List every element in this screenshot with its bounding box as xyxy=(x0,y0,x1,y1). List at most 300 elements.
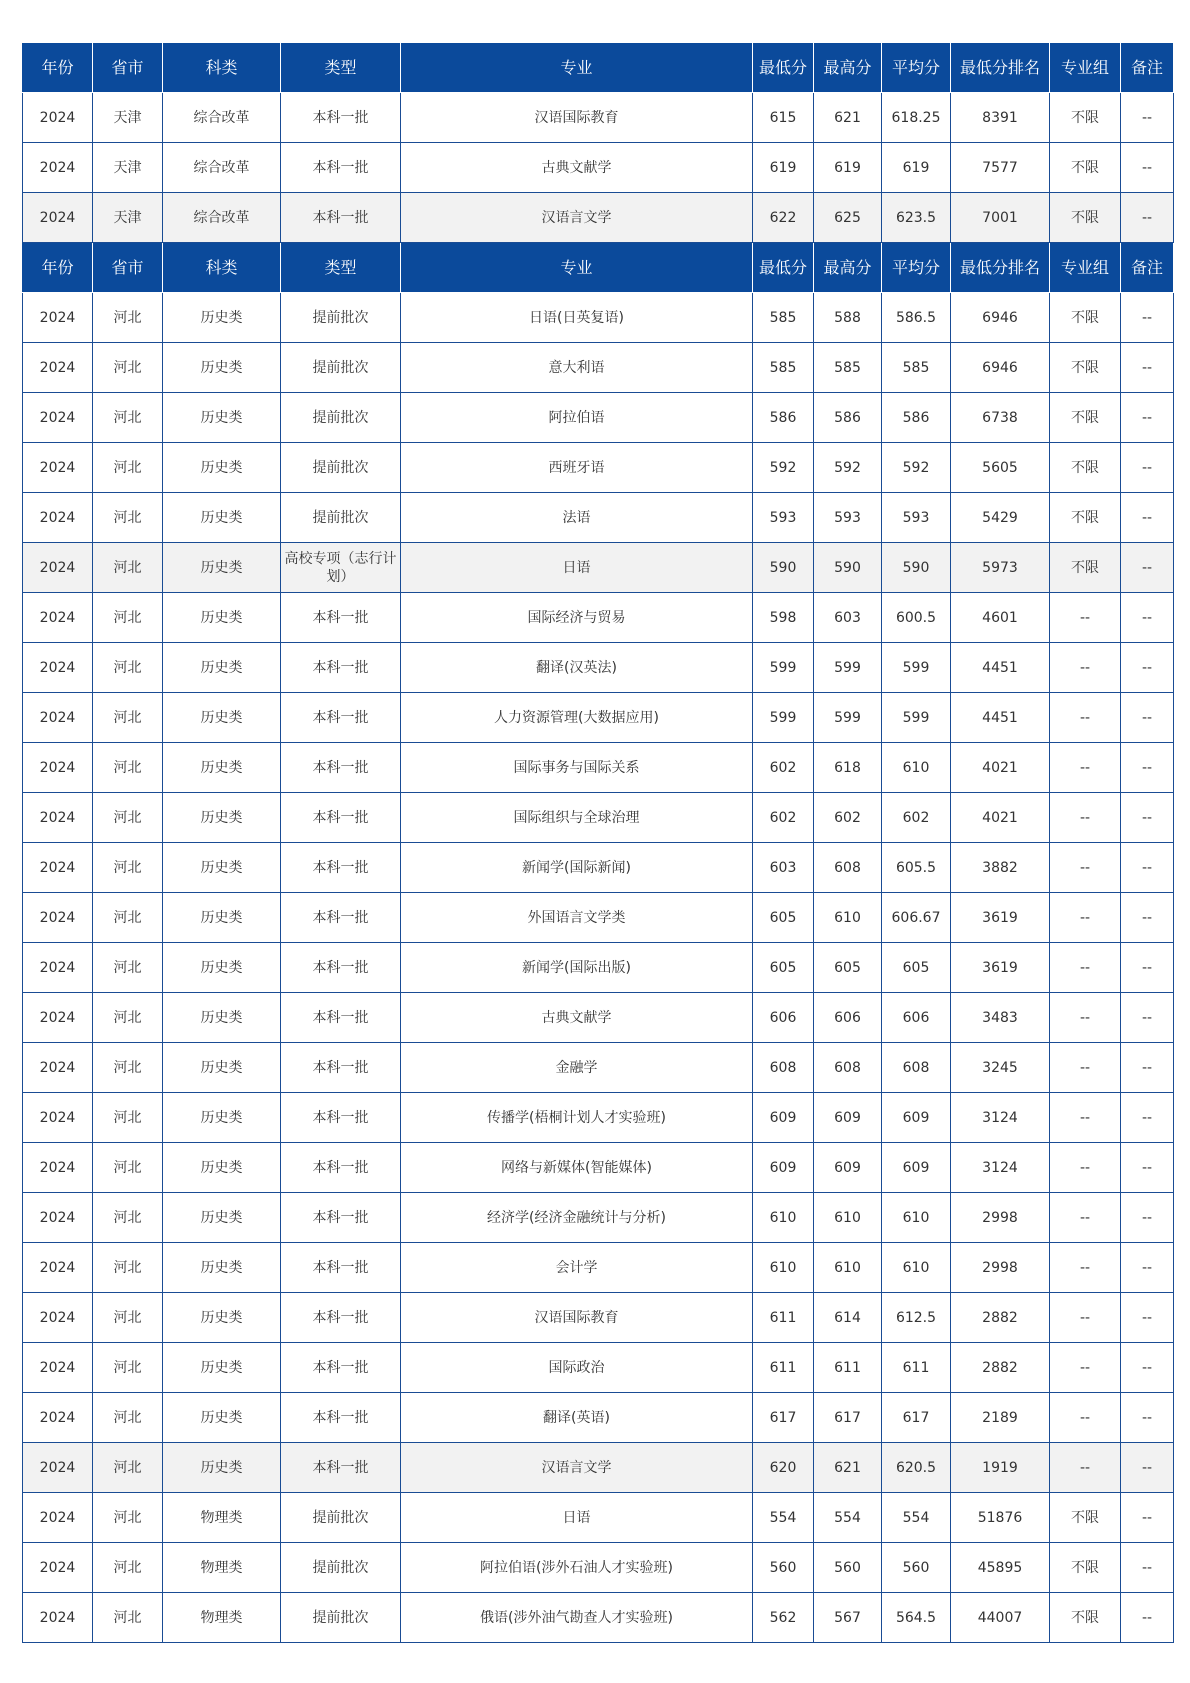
cell-subject-category: 历史类 xyxy=(163,1293,281,1343)
cell-province: 河北 xyxy=(93,943,163,993)
cell-major: 汉语言文学 xyxy=(401,193,753,243)
cell-province: 河北 xyxy=(93,1493,163,1543)
cell-subject-category: 历史类 xyxy=(163,1243,281,1293)
cell-min-score-rank: 3245 xyxy=(951,1043,1050,1093)
cell-remarks: -- xyxy=(1121,993,1174,1043)
cell-remarks: -- xyxy=(1121,1343,1174,1393)
cell-subject-category: 历史类 xyxy=(163,993,281,1043)
column-header-max-score: 最高分 xyxy=(814,43,882,93)
cell-major-group: -- xyxy=(1050,1343,1121,1393)
cell-min-score: 622 xyxy=(753,193,814,243)
cell-batch-type: 提前批次 xyxy=(281,1543,401,1593)
cell-subject-category: 综合改革 xyxy=(163,93,281,143)
cell-max-score: 610 xyxy=(814,893,882,943)
cell-batch-type: 本科一批 xyxy=(281,593,401,643)
cell-min-score: 615 xyxy=(753,93,814,143)
cell-major: 新闻学(国际出版) xyxy=(401,943,753,993)
cell-min-score-rank: 51876 xyxy=(951,1493,1050,1543)
cell-min-score: 590 xyxy=(753,543,814,593)
cell-major: 新闻学(国际新闻) xyxy=(401,843,753,893)
cell-subject-category: 历史类 xyxy=(163,543,281,593)
cell-avg-score: 560 xyxy=(882,1543,951,1593)
column-header-major: 专业 xyxy=(401,243,753,293)
cell-province: 河北 xyxy=(93,493,163,543)
cell-min-score: 603 xyxy=(753,843,814,893)
cell-major: 人力资源管理(大数据应用) xyxy=(401,693,753,743)
cell-major: 俄语(涉外油气勘查人才实验班) xyxy=(401,1593,753,1643)
cell-avg-score: 610 xyxy=(882,743,951,793)
cell-max-score: 590 xyxy=(814,543,882,593)
table-row xyxy=(23,393,1174,443)
cell-subject-category: 历史类 xyxy=(163,1093,281,1143)
cell-batch-type: 本科一批 xyxy=(281,643,401,693)
cell-major-group: 不限 xyxy=(1050,293,1121,343)
cell-batch-type: 提前批次 xyxy=(281,1493,401,1543)
column-header-province: 省市 xyxy=(93,243,163,293)
cell-min-score-rank: 3882 xyxy=(951,843,1050,893)
table-row xyxy=(23,1093,1174,1143)
cell-avg-score: 606.67 xyxy=(882,893,951,943)
cell-max-score: 554 xyxy=(814,1493,882,1543)
cell-batch-type: 本科一批 xyxy=(281,1043,401,1093)
cell-province: 河北 xyxy=(93,843,163,893)
cell-batch-type: 本科一批 xyxy=(281,1393,401,1443)
cell-batch-type: 提前批次 xyxy=(281,343,401,393)
cell-major-group: -- xyxy=(1050,793,1121,843)
cell-max-score: 611 xyxy=(814,1343,882,1393)
cell-major-group: -- xyxy=(1050,1393,1121,1443)
table-row xyxy=(23,443,1174,493)
cell-year: 2024 xyxy=(23,393,93,443)
cell-subject-category: 历史类 xyxy=(163,893,281,943)
cell-subject-category: 历史类 xyxy=(163,493,281,543)
cell-year: 2024 xyxy=(23,793,93,843)
cell-major-group: 不限 xyxy=(1050,343,1121,393)
table-row xyxy=(23,843,1174,893)
table-row xyxy=(23,343,1174,393)
column-header-avg-score: 平均分 xyxy=(882,43,951,93)
table-row xyxy=(23,993,1174,1043)
cell-province: 河北 xyxy=(93,443,163,493)
table-row xyxy=(23,1443,1174,1493)
cell-min-score: 611 xyxy=(753,1293,814,1343)
cell-avg-score: 586.5 xyxy=(882,293,951,343)
cell-remarks: -- xyxy=(1121,1443,1174,1493)
cell-min-score: 608 xyxy=(753,1043,814,1093)
cell-remarks: -- xyxy=(1121,143,1174,193)
cell-year: 2024 xyxy=(23,643,93,693)
table-row xyxy=(23,1243,1174,1293)
cell-province: 河北 xyxy=(93,1143,163,1193)
cell-major-group: -- xyxy=(1050,1043,1121,1093)
cell-max-score: 602 xyxy=(814,793,882,843)
cell-major: 日语(日英复语) xyxy=(401,293,753,343)
cell-subject-category: 历史类 xyxy=(163,443,281,493)
cell-avg-score: 609 xyxy=(882,1093,951,1143)
cell-max-score: 608 xyxy=(814,1043,882,1093)
cell-avg-score: 618.25 xyxy=(882,93,951,143)
cell-max-score: 567 xyxy=(814,1593,882,1643)
cell-min-score-rank: 3124 xyxy=(951,1143,1050,1193)
cell-major-group: 不限 xyxy=(1050,443,1121,493)
cell-avg-score: 585 xyxy=(882,343,951,393)
column-header-min-score-rank: 最低分排名 xyxy=(951,243,1050,293)
column-header-max-score: 最高分 xyxy=(814,243,882,293)
cell-min-score-rank: 1919 xyxy=(951,1443,1050,1493)
cell-province: 天津 xyxy=(93,193,163,243)
cell-subject-category: 历史类 xyxy=(163,1393,281,1443)
cell-year: 2024 xyxy=(23,1543,93,1593)
cell-major-group: 不限 xyxy=(1050,1593,1121,1643)
cell-province: 天津 xyxy=(93,143,163,193)
cell-year: 2024 xyxy=(23,993,93,1043)
cell-min-score-rank: 3619 xyxy=(951,893,1050,943)
table-row xyxy=(23,693,1174,743)
cell-avg-score: 554 xyxy=(882,1493,951,1543)
cell-year: 2024 xyxy=(23,593,93,643)
cell-batch-type: 本科一批 xyxy=(281,893,401,943)
cell-year: 2024 xyxy=(23,1293,93,1343)
cell-remarks: -- xyxy=(1121,93,1174,143)
cell-remarks: -- xyxy=(1121,293,1174,343)
cell-batch-type: 本科一批 xyxy=(281,143,401,193)
column-header-remarks: 备注 xyxy=(1121,243,1174,293)
cell-batch-type: 本科一批 xyxy=(281,993,401,1043)
cell-remarks: -- xyxy=(1121,393,1174,443)
cell-subject-category: 综合改革 xyxy=(163,193,281,243)
cell-major: 翻译(英语) xyxy=(401,1393,753,1443)
cell-year: 2024 xyxy=(23,1043,93,1093)
cell-remarks: -- xyxy=(1121,693,1174,743)
cell-subject-category: 综合改革 xyxy=(163,143,281,193)
cell-major: 翻译(汉英法) xyxy=(401,643,753,693)
cell-province: 河北 xyxy=(93,593,163,643)
cell-major: 阿拉伯语(涉外石油人才实验班) xyxy=(401,1543,753,1593)
cell-avg-score: 593 xyxy=(882,493,951,543)
cell-min-score-rank: 4601 xyxy=(951,593,1050,643)
cell-remarks: -- xyxy=(1121,1293,1174,1343)
cell-avg-score: 612.5 xyxy=(882,1293,951,1343)
cell-subject-category: 历史类 xyxy=(163,1193,281,1243)
cell-min-score: 606 xyxy=(753,993,814,1043)
cell-major-group: -- xyxy=(1050,743,1121,793)
cell-max-score: 618 xyxy=(814,743,882,793)
cell-remarks: -- xyxy=(1121,193,1174,243)
cell-min-score: 619 xyxy=(753,143,814,193)
cell-min-score: 560 xyxy=(753,1543,814,1593)
cell-min-score: 609 xyxy=(753,1143,814,1193)
cell-year: 2024 xyxy=(23,93,93,143)
cell-subject-category: 物理类 xyxy=(163,1593,281,1643)
cell-major-group: -- xyxy=(1050,943,1121,993)
table-row xyxy=(23,1393,1174,1443)
cell-batch-type: 提前批次 xyxy=(281,493,401,543)
cell-year: 2024 xyxy=(23,843,93,893)
cell-max-score: 586 xyxy=(814,393,882,443)
column-header-min-score: 最低分 xyxy=(753,243,814,293)
cell-major-group: 不限 xyxy=(1050,143,1121,193)
header-row xyxy=(23,243,1174,293)
cell-remarks: -- xyxy=(1121,1493,1174,1543)
cell-min-score-rank: 5973 xyxy=(951,543,1050,593)
cell-major: 西班牙语 xyxy=(401,443,753,493)
cell-min-score: 599 xyxy=(753,693,814,743)
table-row xyxy=(23,1493,1174,1543)
cell-avg-score: 586 xyxy=(882,393,951,443)
cell-province: 河北 xyxy=(93,1543,163,1593)
cell-subject-category: 历史类 xyxy=(163,393,281,443)
cell-min-score-rank: 4021 xyxy=(951,793,1050,843)
cell-subject-category: 物理类 xyxy=(163,1543,281,1593)
cell-avg-score: 623.5 xyxy=(882,193,951,243)
cell-max-score: 617 xyxy=(814,1393,882,1443)
table-row xyxy=(23,1143,1174,1193)
cell-remarks: -- xyxy=(1121,943,1174,993)
column-header-major-group: 专业组 xyxy=(1050,243,1121,293)
cell-max-score: 608 xyxy=(814,843,882,893)
cell-batch-type: 本科一批 xyxy=(281,1293,401,1343)
cell-province: 河北 xyxy=(93,1193,163,1243)
cell-major: 国际事务与国际关系 xyxy=(401,743,753,793)
cell-max-score: 609 xyxy=(814,1093,882,1143)
table-row xyxy=(23,1043,1174,1093)
cell-province: 河北 xyxy=(93,1093,163,1143)
cell-year: 2024 xyxy=(23,143,93,193)
cell-batch-type: 本科一批 xyxy=(281,1343,401,1393)
table-row xyxy=(23,493,1174,543)
table-row xyxy=(23,1343,1174,1393)
column-header-subject-category: 科类 xyxy=(163,243,281,293)
cell-remarks: -- xyxy=(1121,1143,1174,1193)
cell-remarks: -- xyxy=(1121,893,1174,943)
column-header-province: 省市 xyxy=(93,43,163,93)
cell-batch-type: 提前批次 xyxy=(281,293,401,343)
cell-min-score-rank: 5605 xyxy=(951,443,1050,493)
cell-province: 河北 xyxy=(93,293,163,343)
cell-avg-score: 620.5 xyxy=(882,1443,951,1493)
cell-year: 2024 xyxy=(23,893,93,943)
cell-major: 外国语言文学类 xyxy=(401,893,753,943)
cell-batch-type: 本科一批 xyxy=(281,693,401,743)
cell-min-score: 617 xyxy=(753,1393,814,1443)
cell-major: 金融学 xyxy=(401,1043,753,1093)
table-row xyxy=(23,1193,1174,1243)
cell-batch-type: 本科一批 xyxy=(281,943,401,993)
cell-avg-score: 592 xyxy=(882,443,951,493)
cell-remarks: -- xyxy=(1121,743,1174,793)
cell-major: 法语 xyxy=(401,493,753,543)
cell-subject-category: 历史类 xyxy=(163,1043,281,1093)
cell-province: 河北 xyxy=(93,1293,163,1343)
column-header-batch-type: 类型 xyxy=(281,243,401,293)
cell-batch-type: 本科一批 xyxy=(281,93,401,143)
cell-major-group: -- xyxy=(1050,1093,1121,1143)
cell-min-score-rank: 2882 xyxy=(951,1293,1050,1343)
cell-batch-type: 提前批次 xyxy=(281,393,401,443)
cell-province: 河北 xyxy=(93,793,163,843)
cell-remarks: -- xyxy=(1121,1543,1174,1593)
cell-min-score-rank: 6946 xyxy=(951,343,1050,393)
cell-avg-score: 605 xyxy=(882,943,951,993)
cell-avg-score: 590 xyxy=(882,543,951,593)
cell-major-group: 不限 xyxy=(1050,393,1121,443)
cell-major: 古典文献学 xyxy=(401,993,753,1043)
cell-avg-score: 600.5 xyxy=(882,593,951,643)
cell-year: 2024 xyxy=(23,743,93,793)
cell-batch-type: 本科一批 xyxy=(281,1443,401,1493)
cell-major: 日语 xyxy=(401,543,753,593)
table-row xyxy=(23,543,1174,593)
cell-min-score-rank: 4021 xyxy=(951,743,1050,793)
cell-major-group: -- xyxy=(1050,893,1121,943)
cell-major-group: 不限 xyxy=(1050,93,1121,143)
cell-remarks: -- xyxy=(1121,1193,1174,1243)
table-row xyxy=(23,143,1174,193)
cell-year: 2024 xyxy=(23,543,93,593)
cell-remarks: -- xyxy=(1121,1243,1174,1293)
cell-major-group: -- xyxy=(1050,843,1121,893)
cell-batch-type: 提前批次 xyxy=(281,443,401,493)
cell-subject-category: 历史类 xyxy=(163,643,281,693)
cell-max-score: 609 xyxy=(814,1143,882,1193)
cell-major-group: -- xyxy=(1050,1193,1121,1243)
cell-avg-score: 617 xyxy=(882,1393,951,1443)
cell-subject-category: 物理类 xyxy=(163,1493,281,1543)
cell-batch-type: 本科一批 xyxy=(281,1093,401,1143)
cell-province: 河北 xyxy=(93,1593,163,1643)
cell-min-score-rank: 2189 xyxy=(951,1393,1050,1443)
cell-min-score-rank: 3619 xyxy=(951,943,1050,993)
cell-min-score-rank: 2998 xyxy=(951,1243,1050,1293)
cell-major: 古典文献学 xyxy=(401,143,753,193)
cell-avg-score: 599 xyxy=(882,643,951,693)
cell-major-group: 不限 xyxy=(1050,493,1121,543)
cell-min-score: 605 xyxy=(753,943,814,993)
cell-year: 2024 xyxy=(23,1243,93,1293)
cell-min-score-rank: 3483 xyxy=(951,993,1050,1043)
cell-major-group: -- xyxy=(1050,593,1121,643)
cell-year: 2024 xyxy=(23,943,93,993)
column-header-batch-type: 类型 xyxy=(281,43,401,93)
cell-max-score: 592 xyxy=(814,443,882,493)
cell-avg-score: 606 xyxy=(882,993,951,1043)
table-row xyxy=(23,743,1174,793)
cell-min-score: 592 xyxy=(753,443,814,493)
cell-min-score-rank: 2998 xyxy=(951,1193,1050,1243)
cell-batch-type: 提前批次 xyxy=(281,1593,401,1643)
cell-major: 阿拉伯语 xyxy=(401,393,753,443)
cell-batch-type: 本科一批 xyxy=(281,193,401,243)
column-header-remarks: 备注 xyxy=(1121,43,1174,93)
table-row xyxy=(23,643,1174,693)
cell-province: 河北 xyxy=(93,643,163,693)
cell-province: 河北 xyxy=(93,693,163,743)
cell-major: 日语 xyxy=(401,1493,753,1543)
cell-avg-score: 619 xyxy=(882,143,951,193)
cell-major: 经济学(经济金融统计与分析) xyxy=(401,1193,753,1243)
cell-major: 汉语言文学 xyxy=(401,1443,753,1493)
cell-subject-category: 历史类 xyxy=(163,293,281,343)
cell-min-score: 602 xyxy=(753,793,814,843)
cell-major-group: -- xyxy=(1050,643,1121,693)
cell-major: 国际经济与贸易 xyxy=(401,593,753,643)
column-header-year: 年份 xyxy=(23,243,93,293)
cell-min-score-rank: 5429 xyxy=(951,493,1050,543)
cell-min-score-rank: 6946 xyxy=(951,293,1050,343)
cell-avg-score: 610 xyxy=(882,1193,951,1243)
cell-remarks: -- xyxy=(1121,543,1174,593)
cell-major-group: -- xyxy=(1050,693,1121,743)
cell-major-group: 不限 xyxy=(1050,193,1121,243)
table-row xyxy=(23,193,1174,243)
cell-subject-category: 历史类 xyxy=(163,693,281,743)
cell-province: 河北 xyxy=(93,543,163,593)
cell-province: 河北 xyxy=(93,1043,163,1093)
cell-remarks: -- xyxy=(1121,343,1174,393)
cell-min-score: 605 xyxy=(753,893,814,943)
cell-max-score: 606 xyxy=(814,993,882,1043)
cell-max-score: 605 xyxy=(814,943,882,993)
cell-batch-type: 本科一批 xyxy=(281,1243,401,1293)
cell-year: 2024 xyxy=(23,293,93,343)
cell-major-group: 不限 xyxy=(1050,543,1121,593)
cell-subject-category: 历史类 xyxy=(163,593,281,643)
cell-min-score-rank: 44007 xyxy=(951,1593,1050,1643)
cell-min-score: 609 xyxy=(753,1093,814,1143)
cell-min-score: 586 xyxy=(753,393,814,443)
cell-subject-category: 历史类 xyxy=(163,943,281,993)
cell-year: 2024 xyxy=(23,1143,93,1193)
cell-province: 河北 xyxy=(93,1343,163,1393)
cell-avg-score: 605.5 xyxy=(882,843,951,893)
cell-province: 河北 xyxy=(93,1443,163,1493)
cell-province: 河北 xyxy=(93,1243,163,1293)
cell-major-group: -- xyxy=(1050,1143,1121,1193)
cell-year: 2024 xyxy=(23,193,93,243)
cell-min-score: 562 xyxy=(753,1593,814,1643)
cell-min-score: 611 xyxy=(753,1343,814,1393)
table-row xyxy=(23,793,1174,843)
cell-major: 网络与新媒体(智能媒体) xyxy=(401,1143,753,1193)
cell-min-score-rank: 4451 xyxy=(951,693,1050,743)
cell-remarks: -- xyxy=(1121,593,1174,643)
cell-max-score: 610 xyxy=(814,1243,882,1293)
cell-remarks: -- xyxy=(1121,443,1174,493)
cell-min-score-rank: 2882 xyxy=(951,1343,1050,1393)
cell-min-score: 593 xyxy=(753,493,814,543)
table-row xyxy=(23,1543,1174,1593)
cell-major: 会计学 xyxy=(401,1243,753,1293)
cell-major: 国际组织与全球治理 xyxy=(401,793,753,843)
cell-year: 2024 xyxy=(23,1193,93,1243)
cell-batch-type: 本科一批 xyxy=(281,743,401,793)
cell-min-score-rank: 6738 xyxy=(951,393,1050,443)
cell-remarks: -- xyxy=(1121,793,1174,843)
cell-major: 意大利语 xyxy=(401,343,753,393)
cell-year: 2024 xyxy=(23,493,93,543)
table-row xyxy=(23,1293,1174,1343)
cell-avg-score: 609 xyxy=(882,1143,951,1193)
cell-min-score: 585 xyxy=(753,343,814,393)
cell-max-score: 599 xyxy=(814,693,882,743)
cell-max-score: 560 xyxy=(814,1543,882,1593)
cell-min-score-rank: 45895 xyxy=(951,1543,1050,1593)
cell-max-score: 585 xyxy=(814,343,882,393)
cell-major-group: -- xyxy=(1050,1443,1121,1493)
cell-avg-score: 611 xyxy=(882,1343,951,1393)
table-row xyxy=(23,293,1174,343)
table-row xyxy=(23,593,1174,643)
